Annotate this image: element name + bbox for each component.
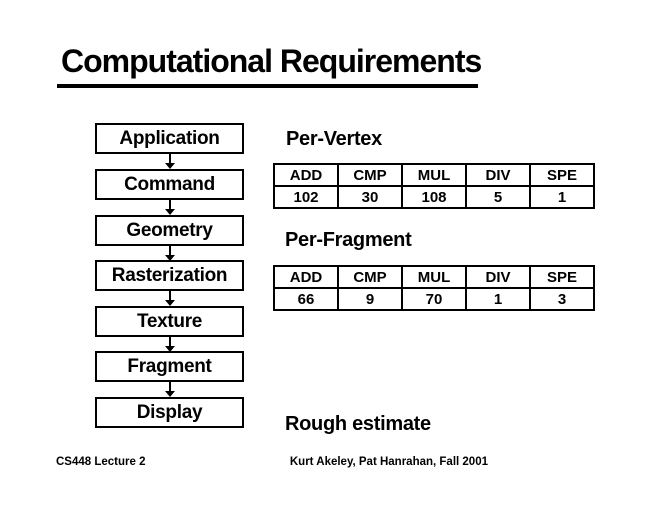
page-title: Computational Requirements xyxy=(61,43,482,79)
per-fragment-table xyxy=(273,265,595,311)
table-header-cell: SPE xyxy=(530,266,594,288)
arrow-down-icon xyxy=(164,246,175,261)
arrow-down-icon xyxy=(164,337,175,352)
pipeline-stage-geometry: Geometry xyxy=(95,215,244,246)
table-header-cell: ADD xyxy=(274,266,338,288)
table-value-cell: 5 xyxy=(466,186,530,208)
table-value-row xyxy=(274,288,594,310)
table-value-cell: 1 xyxy=(530,186,594,208)
table-value-cell: 9 xyxy=(338,288,402,310)
per-fragment-label: Per-Fragment xyxy=(285,229,412,251)
table-header-cell: SPE xyxy=(530,164,594,186)
table-header-cell: MUL xyxy=(402,164,466,186)
table-value-cell: 30 xyxy=(338,186,402,208)
rough-estimate-note: Rough estimate xyxy=(285,413,431,435)
table-value-cell: 1 xyxy=(466,288,530,310)
footer-authors-label: Kurt Akeley, Pat Hanrahan, Fall 2001 xyxy=(289,456,488,468)
title-underline xyxy=(57,84,478,88)
table-value-cell: 108 xyxy=(402,186,466,208)
per-vertex-label: Per-Vertex xyxy=(286,128,382,150)
per-vertex-table xyxy=(273,163,595,209)
footer-lecture-label: CS448 Lecture 2 xyxy=(56,456,146,468)
table-header-cell: DIV xyxy=(466,164,530,186)
table-value-row xyxy=(274,186,594,208)
table-header-row xyxy=(274,164,594,186)
table-header-cell: ADD xyxy=(274,164,338,186)
table-header-cell: DIV xyxy=(466,266,530,288)
table-header-cell: CMP xyxy=(338,266,402,288)
arrow-down-icon xyxy=(164,154,175,169)
pipeline-stage-application: Application xyxy=(95,123,244,154)
table-header-row xyxy=(274,266,594,288)
pipeline-stage-texture: Texture xyxy=(95,306,244,337)
arrow-down-icon xyxy=(164,291,175,306)
pipeline-stage-fragment: Fragment xyxy=(95,351,244,382)
pipeline-stage-command: Command xyxy=(95,169,244,200)
table-value-cell: 66 xyxy=(274,288,338,310)
table-header-cell: CMP xyxy=(338,164,402,186)
arrow-down-icon xyxy=(164,200,175,215)
arrow-down-icon xyxy=(164,382,175,397)
table-value-cell: 70 xyxy=(402,288,466,310)
pipeline-stage-display: Display xyxy=(95,397,244,428)
pipeline-stage-rasterization: Rasterization xyxy=(95,260,244,291)
table-header-cell: MUL xyxy=(402,266,466,288)
table-value-cell: 3 xyxy=(530,288,594,310)
table-value-cell: 102 xyxy=(274,186,338,208)
